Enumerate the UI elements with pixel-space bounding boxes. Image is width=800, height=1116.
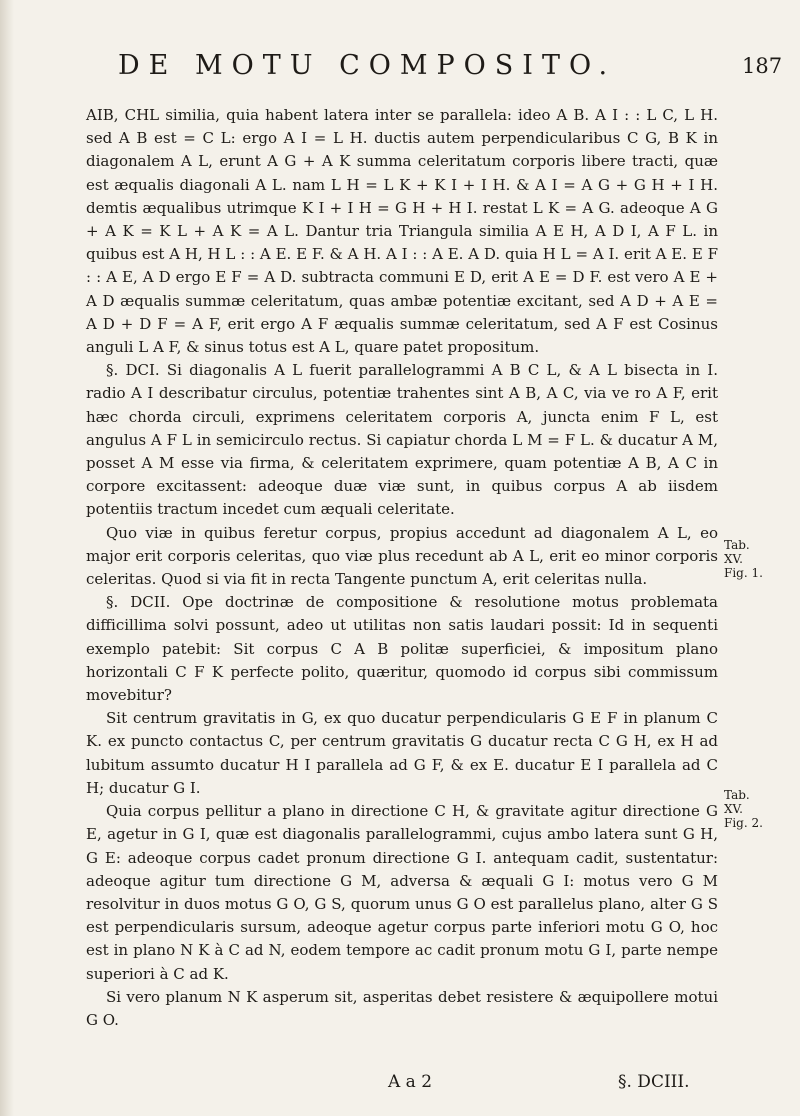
page-gutter-shadow [0, 0, 14, 1116]
catchword: §. DCIII. [618, 1072, 690, 1092]
paragraph: Si vero planum N K asperum sit, asperitas debet resistere & æquipollere motui G O. [86, 987, 718, 1029]
paragraph: §. DCII. Ope doctrinæ de compositione & resolutione motus problemata difficillima solvi possunt, adeo ut utilitas non satis laudari possit: Id in sequenti exemplo patebit: Sit corpus C A B politæ superficiei, & impositum plano horizontali C F K perfecte polito, quæritur, quomodo id corpus sibi commissum movebitur? [86, 593, 718, 705]
margin-note-fig: Fig. 2. [724, 816, 763, 830]
paragraph: Quia corpus pellitur a plano in directione C H, & gravitate agitur directione G E, agetur in G I, quæ est diagonalis parallelogrammi, cujus ambo latera sunt G H, G E: adeoque corpus cadet pronum directione G I. antequam cadit, sustentatur: adeoque agitur tum directione G M, adversa & æquali G I: motus vero G M resolvitur in duos motus G O, G S, quorum unus G O est parallelus plano, alter G S est perpendicularis sursum, adeoque agetur corpus parte inferiori motu G O, hoc est in plano N K à C ad N, eodem tempore ac cadit pronum motu G I, parte nempe superiori à C ad K. [86, 802, 718, 983]
paragraph: §. DCI. Si diagonalis A L fuerit parallelogrammi A B C L, & A L bisecta in I. radio A I describatur circulus, potentiæ trahentes sint A B, A C, via ve ro A F, erit hæc chorda circuli, exprimens celeritatem corporis A, juncta enim F L, est angulus A F L in semicirculo rectus. Si capiatur chorda L M = F L. & ducatur A M, posset A M esse via firma, & celeritatem exprimere, quam potentiæ A B, A C in corpore excitassent: adeoque duæ viæ sunt, in quibus corpus A ab iisdem potentiis tractum incedet cum æquali celeritate. [86, 361, 718, 519]
body-text [86, 104, 718, 1032]
margin-note-tab: Tab. [724, 788, 750, 802]
paragraph: Sit centrum gravitatis in G, ex quo ducatur perpendicularis G E F in planum C K. ex puncto contactus C, per centrum gravitatis G ducatur recta C G H, ex H ad lubitum assumto ducatur H I parallela ad G F, & ex E. ducatur E I parallela ad C H; ducatur G I. [86, 709, 718, 797]
running-head: DE MOTU COMPOSITO. [118, 50, 617, 81]
signature-mark: A a 2 [388, 1072, 433, 1092]
margin-note-plate: XV. [724, 552, 743, 566]
paragraph: AIB, CHL similia, quia habent latera inter se parallela: ideo A B. A I : : L C, L H. sed A B est = C L: ergo A I = L H. ductis autem perpendicularibus C G, B K in diagonalem A L, erunt A G + A K summa celeritatum corporis libere tracti, quæ est æqualis diagonali A L. nam L H = L K + K I + I H. & A I = A G + G H + I H. demtis æqualibus utrimque K I + I H = G H + H I. restat L K = A G. adeoque A G + A K = K L + A K = A L. Dantur tria Triangula similia A E H, A D I, A F L. in quibus est A H, H L : : A E. E F. & A H. A I : : A E. A D. quia H L = A I. erit A E. E F : : A E, A D ergo E F = A D. subtracta communi E D, erit A E = D F. est vero A E + A D æqualis summæ celeritatum, quas ambæ potentiæ excitant, sed A D + A E = A D + D F = A F, erit ergo A F æqualis summæ celeritatum, sed A F est Cosinus anguli L A F, & sinus totus est A L, quare patet propositum. [86, 106, 718, 357]
margin-note-plate: XV. [724, 802, 743, 816]
margin-note-figure-2 [724, 788, 763, 830]
margin-note-tab: Tab. [724, 538, 750, 552]
margin-note-fig: Fig. 1. [724, 566, 763, 580]
page-number: 187 [742, 54, 783, 78]
paragraph: Quo viæ in quibus feretur corpus, propius accedunt ad diagonalem A L, eo major erit corporis celeritas, quo viæ plus recedunt ab A L, erit eo minor corporis celeritas. Quod si via fit in recta Tangente punctum A, erit celeritas nulla. [86, 523, 718, 589]
margin-note-figure-1 [724, 538, 763, 580]
